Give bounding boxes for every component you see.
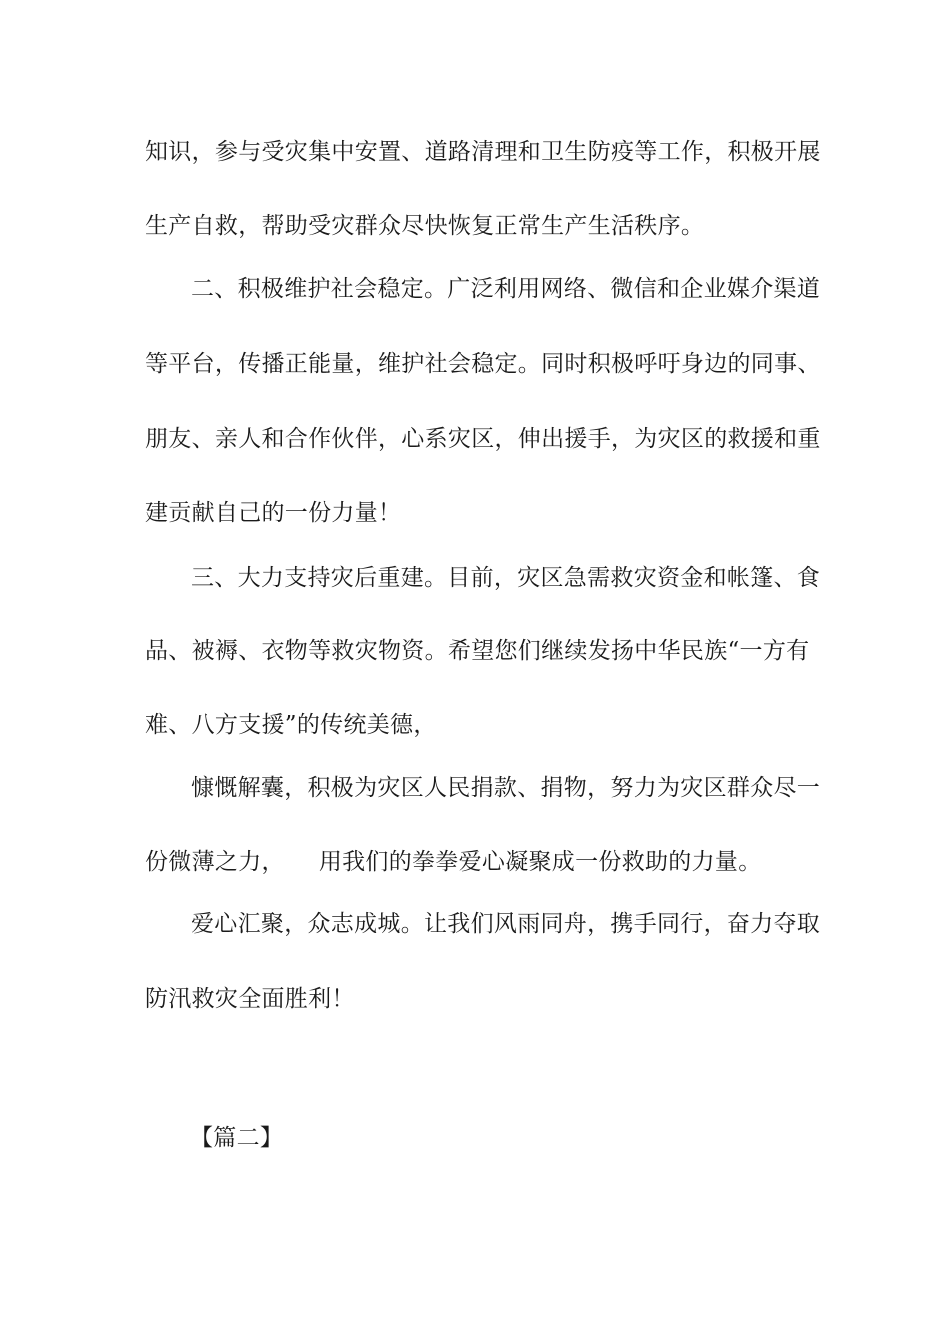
text-line: 朋友、亲人和合作伙伴，心系灾区，伸出援手，为灾区的救援和重 (145, 426, 821, 452)
text-line (145, 847, 762, 877)
section-heading: 【篇二】 (190, 1125, 284, 1151)
text-line: 防汛救灾全面胜利！ (145, 986, 355, 1012)
text-line: 知识，参与受灾集中安置、道路清理和卫生防疫等工作，积极开展 (145, 139, 821, 165)
paragraph-5-line: 爱心汇聚，众志成城。让我们风雨同舟，携手同行，奋力夺取 (191, 911, 821, 937)
text-line: 难、八方支援”的传统美德， (145, 712, 437, 738)
paragraph-4-line: 慷慨解囊，积极为灾区人民捐款、捐物，努力为灾区群众尽一 (191, 775, 821, 801)
text-line: 建贡献自己的一份力量！ (145, 500, 402, 526)
text-segment: 用我们的拳拳爱心凝聚成一份救助的力量。 (318, 849, 762, 875)
text-segment: 份微薄之力， (145, 849, 285, 875)
text-line: 等平台，传播正能量，维护社会稳定。同时积极呼吁身边的同事、 (145, 351, 821, 377)
paragraph-2-line: 二、积极维护社会稳定。广泛利用网络、微信和企业媒介渠道 (191, 276, 821, 302)
text-line: 品、被褥、衣物等救灾物资。希望您们继续发扬中华民族“一方有 (145, 638, 810, 664)
text-line: 生产自救，帮助受灾群众尽快恢复正常生产生活秩序。 (145, 213, 705, 239)
paragraph-3-line: 三、大力支持灾后重建。目前，灾区急需救灾资金和帐篷、食 (191, 565, 821, 591)
